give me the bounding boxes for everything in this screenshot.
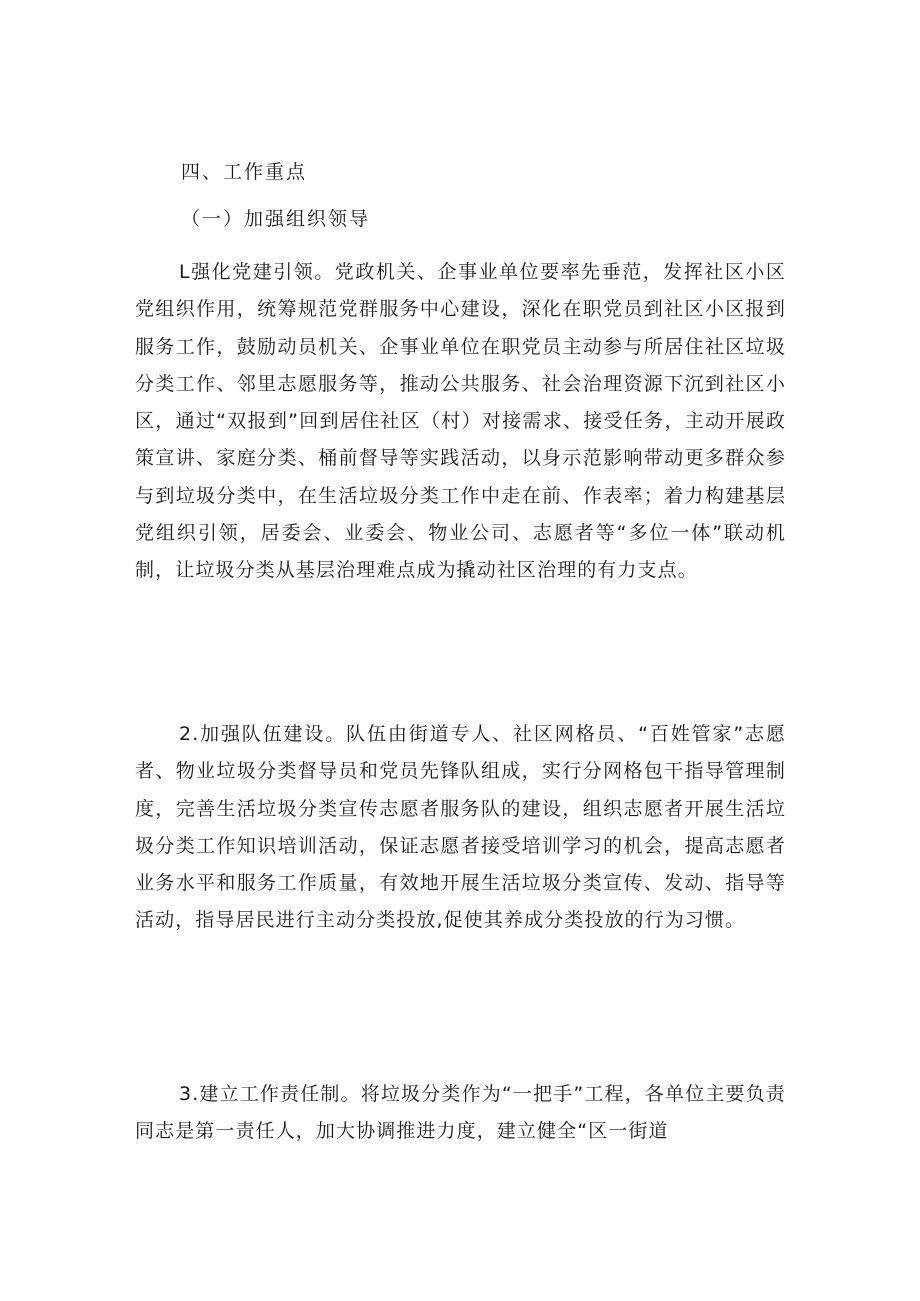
section-heading: 四、工作重点 xyxy=(181,161,308,183)
paragraph-responsibility-system: 3.建立工作责任制。将垃圾分类作为“一把手”工程，各单位主要负责同志是第一责任人，加大协调推进力度，建立健全“区一街道 xyxy=(135,1083,786,1143)
paragraph-party-building: L强化党建引领。党政机关、企事业单位要率先垂范，发挥社区小区党组织作用，统筹规范党群服务中心建设，深化在职党员到社区小区报到服务工作，鼓励动员机关、企事业单位在职党员主动参与所居住社区垃圾分类工作、邻里志愿服务等，推动公共服务、社会治理资源下沉到社区小区，通过“双报到”回到居住社区（村）对接需求、接受任务，主动开展政策宣讲、家庭分类、桶前督导等实践活动，以身示范影响带动更多群众参与到垃圾分类中，在生活垃圾分类工作中走在前、作表率；着力构建基层党组织引领，居委会、业委会、物业公司、志愿者等“多位一体”联动机制，让垃圾分类从基层治理难点成为撬动社区治理的有力支点。 xyxy=(135,261,786,582)
subsection-heading: （一）加强组织领导 xyxy=(181,208,371,230)
paragraph-team-building: 2.加强队伍建设。队伍由街道专人、社区网格员、“百姓管家”志愿者、物业垃圾分类督导员和党员先锋队组成，实行分网格包干指导管理制度，完善生活垃圾分类宣传志愿者服务队的建设，组织志愿者开展生活垃圾分类工作知识培训活动，保证志愿者接受培训学习的机会，提高志愿者业务水平和服务工作质量，有效地开展生活垃圾分类宣传、发动、指导等活动，指导居民进行主动分类投放,促使其养成分类投放的行为习惯。 xyxy=(135,723,786,932)
